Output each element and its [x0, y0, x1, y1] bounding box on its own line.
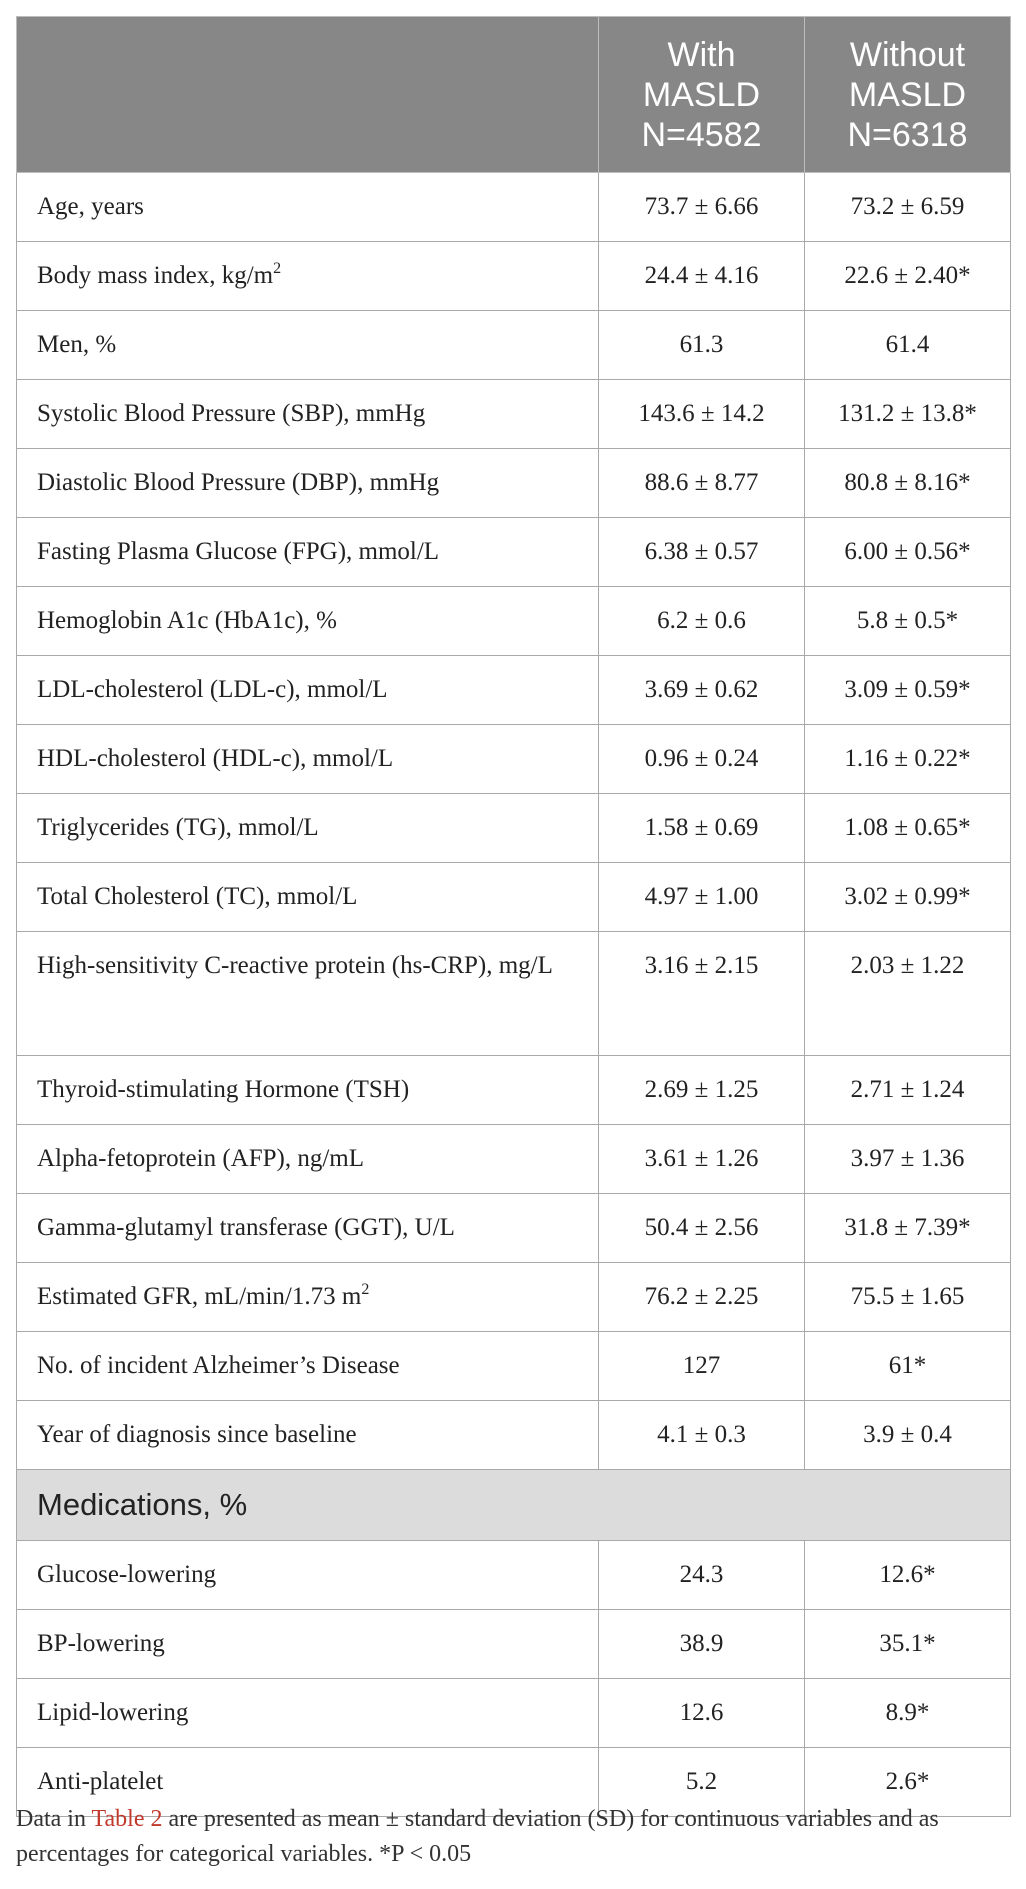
- value-without-masld: 5.8 ± 0.5*: [805, 587, 1011, 656]
- table-row: [17, 311, 1011, 380]
- value-without-masld: 61.4: [805, 311, 1011, 380]
- value-with-masld: 127: [599, 1332, 805, 1401]
- table-row: [17, 863, 1011, 932]
- row-label-text: BP-lowering: [37, 1630, 165, 1657]
- value-with-masld: 3.69 ± 0.62: [599, 656, 805, 725]
- row-label: [17, 725, 599, 794]
- value-without-masld: 75.5 ± 1.65: [805, 1263, 1011, 1332]
- row-label-text: High-sensitivity C-reactive protein (hs-CRP), mg/L: [37, 952, 553, 979]
- value-without-masld: 3.97 ± 1.36: [805, 1125, 1011, 1194]
- row-label-text: Glucose-lowering: [37, 1561, 217, 1588]
- header-line: N=6318: [847, 115, 968, 154]
- table-row: [17, 1332, 1011, 1401]
- value-with-masld: 24.3: [599, 1541, 805, 1610]
- table-row: [17, 173, 1011, 242]
- row-label: [17, 1263, 599, 1332]
- row-label: [17, 1401, 599, 1470]
- row-label: [17, 863, 599, 932]
- row-label-text: Anti-platelet: [37, 1768, 164, 1795]
- value-without-masld: 3.02 ± 0.99*: [805, 863, 1011, 932]
- value-with-masld: 4.1 ± 0.3: [599, 1401, 805, 1470]
- value-without-masld: 131.2 ± 13.8*: [805, 380, 1011, 449]
- row-label-text: Hemoglobin A1c (HbA1c), %: [37, 607, 337, 634]
- table-container: [16, 16, 1010, 1817]
- superscript: 2: [273, 260, 282, 277]
- header-cell-without-masld: [805, 17, 1011, 173]
- row-label-text: Total Cholesterol (TC), mmol/L: [37, 883, 358, 910]
- value-without-masld: 22.6 ± 2.40*: [805, 242, 1011, 311]
- value-without-masld: 61*: [805, 1332, 1011, 1401]
- value-without-masld: 1.16 ± 0.22*: [805, 725, 1011, 794]
- row-label-text: Lipid-lowering: [37, 1699, 189, 1726]
- value-with-masld: 61.3: [599, 311, 805, 380]
- table-row: [17, 518, 1011, 587]
- footnote: [16, 1802, 1016, 1872]
- data-table: [16, 16, 1011, 1817]
- table-row: [17, 794, 1011, 863]
- row-label: [17, 1056, 599, 1125]
- value-without-masld: 2.6*: [805, 1748, 1011, 1817]
- row-label: [17, 932, 599, 1056]
- table-body: [17, 173, 1011, 1817]
- row-label-text: Year of diagnosis since baseline: [37, 1421, 357, 1448]
- value-without-masld: 1.08 ± 0.65*: [805, 794, 1011, 863]
- value-without-masld: 80.8 ± 8.16*: [805, 449, 1011, 518]
- value-with-masld: 143.6 ± 14.2: [599, 380, 805, 449]
- value-with-masld: 6.2 ± 0.6: [599, 587, 805, 656]
- row-label: [17, 1610, 599, 1679]
- header-line: N=4582: [641, 115, 762, 154]
- value-without-masld: 2.03 ± 1.22: [805, 932, 1011, 1056]
- row-label-text: Estimated GFR, mL/min/1.73 m: [37, 1283, 362, 1310]
- row-label-text: HDL-cholesterol (HDL-c), mmol/L: [37, 745, 394, 772]
- value-with-masld: 38.9: [599, 1610, 805, 1679]
- row-label: [17, 1194, 599, 1263]
- row-label-text: Gamma-glutamyl transferase (GGT), U/L: [37, 1214, 455, 1241]
- table-row: [17, 656, 1011, 725]
- row-label-text: Alpha-fetoprotein (AFP), ng/mL: [37, 1145, 365, 1172]
- table-row: [17, 1401, 1011, 1470]
- value-without-masld: 73.2 ± 6.59: [805, 173, 1011, 242]
- table-header: [17, 17, 1011, 173]
- row-label: [17, 380, 599, 449]
- row-label-text: Body mass index, kg/m: [37, 262, 274, 289]
- value-with-masld: 3.16 ± 2.15: [599, 932, 805, 1056]
- row-label-text: Men, %: [37, 331, 117, 358]
- row-label: [17, 311, 599, 380]
- table-row: [17, 725, 1011, 794]
- value-with-masld: 76.2 ± 2.25: [599, 1263, 805, 1332]
- table-row: [17, 1056, 1011, 1125]
- value-without-masld: 3.09 ± 0.59*: [805, 656, 1011, 725]
- row-label-text: Age, years: [37, 193, 144, 220]
- value-without-masld: 8.9*: [805, 1679, 1011, 1748]
- footnote-prefix: Data in: [16, 1806, 92, 1832]
- header-line: Without: [849, 35, 966, 74]
- table-row: [17, 380, 1011, 449]
- table-row: [17, 932, 1011, 1056]
- row-label: [17, 449, 599, 518]
- superscript: 2: [361, 1281, 370, 1298]
- value-with-masld: 12.6: [599, 1679, 805, 1748]
- table-row: [17, 1194, 1011, 1263]
- header-cell-with-masld: [599, 17, 805, 173]
- row-label: [17, 518, 599, 587]
- row-label-text: Diastolic Blood Pressure (DBP), mmHg: [37, 469, 440, 496]
- row-label: [17, 173, 599, 242]
- section-title: Medications, %: [17, 1470, 1011, 1541]
- header-line: With: [667, 35, 736, 74]
- value-with-masld: 0.96 ± 0.24: [599, 725, 805, 794]
- value-with-masld: 5.2: [599, 1748, 805, 1817]
- row-label: [17, 587, 599, 656]
- row-label: [17, 656, 599, 725]
- row-label-text: Triglycerides (TG), mmol/L: [37, 814, 319, 841]
- value-with-masld: 3.61 ± 1.26: [599, 1125, 805, 1194]
- table-row: [17, 587, 1011, 656]
- row-label: [17, 794, 599, 863]
- table-row: [17, 1125, 1011, 1194]
- value-without-masld: 35.1*: [805, 1610, 1011, 1679]
- table-row: [17, 242, 1011, 311]
- row-label-text: Systolic Blood Pressure (SBP), mmHg: [37, 400, 426, 427]
- value-without-masld: 31.8 ± 7.39*: [805, 1194, 1011, 1263]
- row-label: [17, 1332, 599, 1401]
- header-line: MASLD: [642, 75, 761, 114]
- value-without-masld: 2.71 ± 1.24: [805, 1056, 1011, 1125]
- table-reference-link[interactable]: Table 2: [91, 1806, 163, 1832]
- value-with-masld: 2.69 ± 1.25: [599, 1056, 805, 1125]
- row-label: [17, 1541, 599, 1610]
- value-with-masld: 50.4 ± 2.56: [599, 1194, 805, 1263]
- row-label-text: LDL-cholesterol (LDL-c), mmol/L: [37, 676, 388, 703]
- value-without-masld: 6.00 ± 0.56*: [805, 518, 1011, 587]
- header-row: [17, 17, 1011, 173]
- row-label: [17, 1679, 599, 1748]
- row-label-text: No. of incident Alzheimer’s Disease: [37, 1352, 400, 1379]
- value-with-masld: 24.4 ± 4.16: [599, 242, 805, 311]
- header-line: MASLD: [848, 75, 967, 114]
- table-row: [17, 1679, 1011, 1748]
- table-row: [17, 449, 1011, 518]
- value-without-masld: 3.9 ± 0.4: [805, 1401, 1011, 1470]
- table-row: [17, 1263, 1011, 1332]
- value-without-masld: 12.6*: [805, 1541, 1011, 1610]
- value-with-masld: 1.58 ± 0.69: [599, 794, 805, 863]
- table-row: [17, 1610, 1011, 1679]
- value-with-masld: 4.97 ± 1.00: [599, 863, 805, 932]
- row-label: [17, 242, 599, 311]
- section-row: [17, 1470, 1011, 1541]
- row-label-text: Fasting Plasma Glucose (FPG), mmol/L: [37, 538, 440, 565]
- row-label: [17, 1125, 599, 1194]
- value-with-masld: 88.6 ± 8.77: [599, 449, 805, 518]
- footnote-text: are presented as mean ± standard deviation (SD) for continuous variables and as percentages for categorical variables. *P < 0.05: [16, 1806, 939, 1867]
- table-row: [17, 1541, 1011, 1610]
- header-cell-label: [17, 17, 599, 173]
- value-with-masld: 6.38 ± 0.57: [599, 518, 805, 587]
- row-label-text: Thyroid-stimulating Hormone (TSH): [37, 1076, 410, 1103]
- value-with-masld: 73.7 ± 6.66: [599, 173, 805, 242]
